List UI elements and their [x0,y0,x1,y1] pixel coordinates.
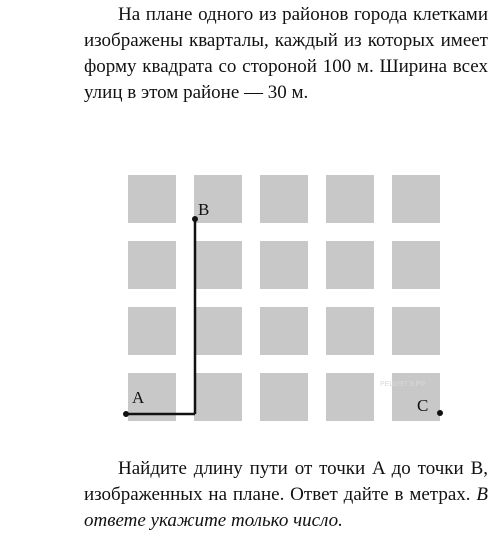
city-block [128,307,176,355]
city-block [326,241,374,289]
city-block [326,175,374,223]
city-block [194,241,242,289]
city-block [260,175,308,223]
answer-instruction: В ответе укажите только число. [84,484,488,531]
city-block [392,175,440,223]
city-block [326,373,374,421]
city-block [194,373,242,421]
question-text: Найдите длину пути от точки A до точки B, изображенных на плане. Ответ дайте в метрах. [84,458,488,505]
city-block [392,241,440,289]
city-block [392,307,440,355]
label-c: C [417,396,429,415]
city-block [260,373,308,421]
label-b: B [198,200,210,219]
watermark: РЕШУЕГЭ.РФ [380,381,426,388]
point-c [437,410,443,416]
city-block [326,307,374,355]
city-block [260,307,308,355]
city-block [260,241,308,289]
point-a [123,411,129,417]
city-block [128,241,176,289]
question-block [84,456,488,534]
label-a: A [132,388,145,407]
city-plan-figure [118,166,448,426]
problem-statement: На плане одного из районов города клетками изображены кварталы, каждый из которых имеет форму квадрата со стороной 100 м. Ширина всех улиц в этом районе — 30 м. [84,4,488,103]
city-block [128,175,176,223]
city-block [194,307,242,355]
